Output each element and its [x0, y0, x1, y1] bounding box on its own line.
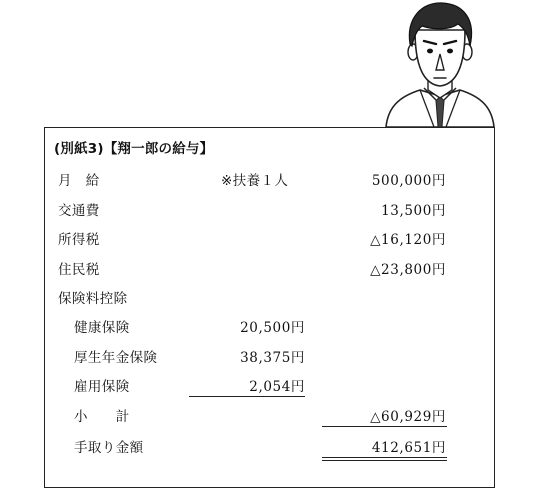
insurance-deduction-header: 保険料控除 — [58, 291, 128, 307]
monthly-salary-amount: 500,000円 — [371, 173, 446, 189]
resident-tax-amount: △23,800円 — [370, 262, 446, 278]
man-illustration — [384, 0, 496, 127]
eye-left — [427, 49, 433, 54]
statement-title: (別紙3)【翔一郎の給与】 — [54, 141, 214, 157]
dependents-note: ※扶養１人 — [221, 173, 289, 189]
subtotal-amount: △60,929円 — [370, 409, 446, 425]
net-pay-double-underline-top — [322, 457, 447, 458]
employment-insurance-label: 雇用保険 — [74, 379, 130, 395]
resident-tax-label: 住民税 — [58, 262, 100, 278]
commute-label: 交通費 — [58, 203, 100, 219]
employment-insurance-amount: 2,054円 — [249, 379, 305, 395]
monthly-salary-label: 月 給 — [58, 173, 100, 189]
eye-right — [447, 49, 453, 54]
net-pay-double-underline-bottom — [322, 460, 447, 461]
net-pay-amount: 412,651円 — [371, 440, 446, 456]
pension-insurance-label: 厚生年金保険 — [74, 350, 158, 366]
insurance-sum-underline — [189, 396, 305, 397]
pension-insurance-amount: 38,375円 — [240, 350, 305, 366]
subtotal-label: 小 計 — [74, 409, 130, 425]
income-tax-label: 所得税 — [58, 232, 100, 248]
income-tax-amount: △16,120円 — [370, 232, 446, 248]
commute-amount: 13,500円 — [381, 203, 446, 219]
health-insurance-label: 健康保険 — [74, 320, 130, 336]
subtotal-underline — [322, 426, 447, 427]
net-pay-label: 手取り金額 — [74, 440, 144, 456]
health-insurance-amount: 20,500円 — [240, 320, 305, 336]
tie-shape — [436, 96, 444, 127]
salary-statement — [44, 127, 495, 488]
